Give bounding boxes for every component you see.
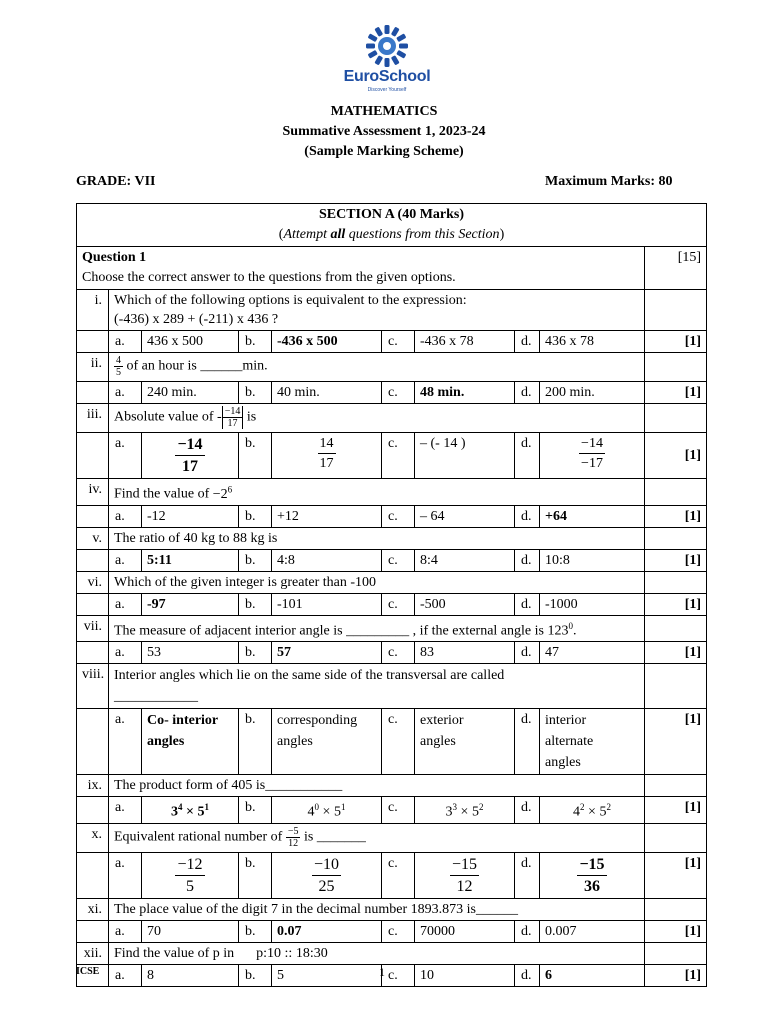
option-letter: c. bbox=[382, 549, 415, 571]
option-d: 6 bbox=[540, 964, 645, 986]
option-letter: a. bbox=[109, 505, 142, 527]
question-number: ii. bbox=[77, 353, 109, 382]
option-letter: c. bbox=[382, 331, 415, 353]
option-letter: b. bbox=[239, 797, 272, 824]
option-d: $\frac{-15}{36}$ bbox=[540, 852, 645, 898]
option-a: 53 bbox=[142, 642, 239, 664]
option-letter: c. bbox=[382, 505, 415, 527]
mark: [1] bbox=[645, 642, 707, 664]
option-a: $\frac{-14}{17}$ bbox=[142, 433, 239, 479]
question-expression: $-2^6$ bbox=[212, 484, 233, 502]
question-row bbox=[77, 571, 707, 593]
option-c: -500 bbox=[415, 593, 515, 615]
section-title: SECTION A (40 Marks) bbox=[318, 207, 465, 222]
question-row bbox=[77, 898, 707, 920]
question-text: Interior angles which lie on the same side of the transversal are called bbox=[114, 668, 505, 684]
option-a: 436 x 500 bbox=[142, 331, 239, 353]
grade-label: GRADE: VII bbox=[76, 174, 156, 189]
option-a: $3^4 \times 5^1$ bbox=[142, 797, 239, 824]
options-row bbox=[77, 920, 707, 942]
option-d: 0.007 bbox=[540, 920, 645, 942]
option-b: +12 bbox=[272, 505, 382, 527]
question-text-tail: is _______ bbox=[303, 829, 366, 845]
option-letter: d. bbox=[515, 709, 540, 775]
option-d: interior alternate angles bbox=[540, 709, 645, 775]
option-b: 0.07 bbox=[272, 920, 382, 942]
option-c: 70000 bbox=[415, 920, 515, 942]
option-letter: a. bbox=[109, 382, 142, 404]
option-d: $4^2 \times 5^2$ bbox=[540, 797, 645, 824]
options-row bbox=[77, 642, 707, 664]
question-row bbox=[77, 404, 707, 433]
question1-header-row bbox=[77, 247, 707, 290]
option-b: -436 x 500 bbox=[272, 331, 382, 353]
question1-marks: [15] bbox=[645, 247, 707, 290]
question-row bbox=[77, 775, 707, 797]
option-c: exterior angles bbox=[415, 709, 515, 775]
option-c: 48 min. bbox=[415, 382, 515, 404]
options-row bbox=[77, 382, 707, 404]
question-number: i. bbox=[77, 290, 109, 331]
option-letter: d. bbox=[515, 433, 540, 479]
option-letter: a. bbox=[109, 797, 142, 824]
option-letter: c. bbox=[382, 642, 415, 664]
option-letter: b. bbox=[239, 964, 272, 986]
option-letter: d. bbox=[515, 549, 540, 571]
option-c: -436 x 78 bbox=[415, 331, 515, 353]
option-letter: a. bbox=[109, 642, 142, 664]
option-d: 436 x 78 bbox=[540, 331, 645, 353]
mark: [1] bbox=[645, 549, 707, 571]
option-letter: d. bbox=[515, 642, 540, 664]
mark: [1] bbox=[645, 709, 707, 775]
question-fraction: $\frac{4}{5}$ bbox=[116, 355, 121, 378]
options-row bbox=[77, 964, 707, 986]
option-d: +64 bbox=[540, 505, 645, 527]
question-text: Absolute value of - bbox=[114, 409, 222, 425]
option-b: 57 bbox=[272, 642, 382, 664]
question-table bbox=[76, 203, 707, 987]
question-number: iv. bbox=[77, 479, 109, 506]
option-letter: b. bbox=[239, 920, 272, 942]
subject-title: MATHEMATICS bbox=[330, 104, 438, 119]
footer-board: ICSE bbox=[76, 966, 100, 977]
option-letter: c. bbox=[382, 709, 415, 775]
option-a: 70 bbox=[142, 920, 239, 942]
options-row bbox=[77, 505, 707, 527]
option-a: 8 bbox=[142, 964, 239, 986]
question-row bbox=[77, 290, 707, 331]
section-instruction: (Attempt all questions from this Section) bbox=[278, 227, 505, 242]
option-a: 240 min. bbox=[142, 382, 239, 404]
logo-brand: EuroSchool bbox=[343, 68, 431, 85]
mark: [1] bbox=[645, 852, 707, 898]
option-b: corresponding angles bbox=[272, 709, 382, 775]
question-number: xii. bbox=[77, 942, 109, 964]
question-row bbox=[77, 615, 707, 642]
logo-tagline: Discover Yourself bbox=[367, 87, 407, 93]
question-row bbox=[77, 942, 707, 964]
option-b: -101 bbox=[272, 593, 382, 615]
option-c: – (- 14 ) bbox=[415, 433, 515, 479]
page-number: 1 bbox=[379, 965, 385, 979]
option-letter: c. bbox=[382, 920, 415, 942]
question-number: xi. bbox=[77, 898, 109, 920]
option-c: $\frac{-15}{12}$ bbox=[415, 852, 515, 898]
option-letter: b. bbox=[239, 549, 272, 571]
option-a: $\frac{-12}{5}$ bbox=[142, 852, 239, 898]
question-text-tail: is bbox=[246, 409, 257, 425]
question-text: The ratio of 40 kg to 88 kg is bbox=[109, 527, 645, 549]
question-row bbox=[77, 664, 707, 709]
scheme-title: (Sample Marking Scheme) bbox=[304, 144, 464, 159]
mark: [1] bbox=[645, 797, 707, 824]
option-b: $\frac{14}{17}$ bbox=[272, 433, 382, 479]
option-c: – 64 bbox=[415, 505, 515, 527]
option-a: -12 bbox=[142, 505, 239, 527]
question-text: The place value of the digit 7 in the decimal number 1893.873 is______ bbox=[109, 898, 645, 920]
option-letter: b. bbox=[239, 505, 272, 527]
question-text: The measure of adjacent interior angle is _________ , if the external angle is $123^0$. bbox=[109, 615, 645, 642]
option-letter: b. bbox=[239, 433, 272, 479]
question-number: vii. bbox=[77, 615, 109, 642]
question-text: Find the value of bbox=[114, 486, 210, 502]
question-row bbox=[77, 353, 707, 382]
option-d: 200 min. bbox=[540, 382, 645, 404]
mark: [1] bbox=[645, 331, 707, 353]
option-letter: a. bbox=[109, 331, 142, 353]
option-letter: b. bbox=[239, 331, 272, 353]
option-letter: d. bbox=[515, 505, 540, 527]
option-a: Co- interior angles bbox=[142, 709, 239, 775]
mark: [1] bbox=[645, 505, 707, 527]
options-row bbox=[77, 331, 707, 353]
question-text: Equivalent rational number of bbox=[114, 829, 283, 845]
option-b: 5 bbox=[272, 964, 382, 986]
question-number: viii. bbox=[77, 664, 109, 709]
option-letter: c. bbox=[382, 593, 415, 615]
option-c: $3^3 \times 5^2$ bbox=[415, 797, 515, 824]
option-letter: a. bbox=[109, 433, 142, 479]
question-fraction: $\frac{-14}{17}$ bbox=[224, 406, 241, 429]
question-row bbox=[77, 823, 707, 852]
options-row bbox=[77, 593, 707, 615]
mark: [1] bbox=[645, 593, 707, 615]
option-letter: d. bbox=[515, 920, 540, 942]
option-a: 5:11 bbox=[142, 549, 239, 571]
option-letter: c. bbox=[382, 433, 415, 479]
option-letter: a. bbox=[109, 852, 142, 898]
question-row bbox=[77, 527, 707, 549]
option-letter: d. bbox=[515, 382, 540, 404]
question-text: Which of the following options is equivalent to the expression: bbox=[114, 293, 467, 308]
assessment-title: Summative Assessment 1, 2023-24 bbox=[282, 124, 486, 139]
option-letter: a. bbox=[109, 549, 142, 571]
option-letter: d. bbox=[515, 852, 540, 898]
question-number: v. bbox=[77, 527, 109, 549]
question-text: Find the value of p in p:10 :: 18:30 bbox=[109, 942, 645, 964]
option-letter: a. bbox=[109, 920, 142, 942]
option-c: 8:4 bbox=[415, 549, 515, 571]
option-letter: b. bbox=[239, 852, 272, 898]
option-letter: b. bbox=[239, 593, 272, 615]
question-number: ix. bbox=[77, 775, 109, 797]
mark: [1] bbox=[645, 433, 707, 479]
option-letter: a. bbox=[109, 709, 142, 775]
mark: [1] bbox=[645, 964, 707, 986]
options-row bbox=[77, 549, 707, 571]
option-letter: b. bbox=[239, 642, 272, 664]
options-row bbox=[77, 433, 707, 479]
question1-title: Question 1 bbox=[82, 250, 147, 265]
option-letter: c. bbox=[382, 382, 415, 404]
option-b: 40 min. bbox=[272, 382, 382, 404]
option-letter: d. bbox=[515, 797, 540, 824]
option-letter: c. bbox=[382, 964, 415, 986]
options-row bbox=[77, 852, 707, 898]
option-letter: a. bbox=[109, 964, 142, 986]
question-row bbox=[77, 479, 707, 506]
option-letter: c. bbox=[382, 797, 415, 824]
option-b: 4:8 bbox=[272, 549, 382, 571]
euroschool-logo bbox=[342, 24, 432, 94]
option-a: -97 bbox=[142, 593, 239, 615]
options-row bbox=[77, 797, 707, 824]
question-text: The product form of 405 is___________ bbox=[109, 775, 645, 797]
question-fraction: $\frac{-5}{12}$ bbox=[287, 825, 299, 849]
option-letter: d. bbox=[515, 331, 540, 353]
section-header-row bbox=[77, 204, 707, 247]
option-c: 83 bbox=[415, 642, 515, 664]
question-text-line2: (-436) x 289 + (-211) x 436 ? bbox=[114, 312, 279, 327]
star-emblem-icon bbox=[365, 24, 409, 68]
mark: [1] bbox=[645, 920, 707, 942]
question-text: Which of the given integer is greater than -100 bbox=[109, 571, 645, 593]
option-letter: b. bbox=[239, 382, 272, 404]
option-d: 47 bbox=[540, 642, 645, 664]
option-b: $4^0 \times 5^1$ bbox=[272, 797, 382, 824]
options-row bbox=[77, 709, 707, 775]
question1-instruction: Choose the correct answer to the questions from the given options. bbox=[82, 270, 456, 285]
option-d: $\frac{-14}{-17}$ bbox=[540, 433, 645, 479]
question-text: of an hour is ______min. bbox=[126, 358, 268, 374]
option-letter: d. bbox=[515, 593, 540, 615]
question-blank: ____________ bbox=[114, 689, 198, 705]
option-b: $\frac{-10}{25}$ bbox=[272, 852, 382, 898]
option-c: 10 bbox=[415, 964, 515, 986]
option-letter: d. bbox=[515, 964, 540, 986]
mark: [1] bbox=[645, 382, 707, 404]
question-number: iii. bbox=[77, 404, 109, 433]
option-d: 10:8 bbox=[540, 549, 645, 571]
question-number: vi. bbox=[77, 571, 109, 593]
option-letter: a. bbox=[109, 593, 142, 615]
max-marks-label: Maximum Marks: 80 bbox=[545, 174, 673, 189]
option-d: -1000 bbox=[540, 593, 645, 615]
option-letter: c. bbox=[382, 852, 415, 898]
option-letter: b. bbox=[239, 709, 272, 775]
question-number: x. bbox=[77, 823, 109, 852]
